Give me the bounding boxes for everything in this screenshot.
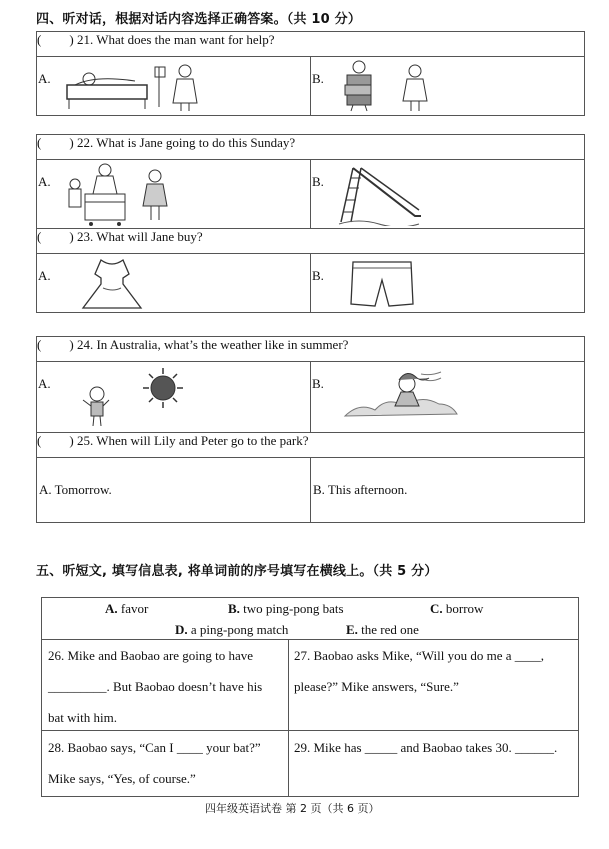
- option-label: B.: [312, 268, 324, 283]
- question-27-line-1: 27. Baobao asks Mike, “Will you do me a ____,: [294, 648, 545, 663]
- windy-girl-picture: [341, 368, 461, 426]
- word-option-e: E. the red one: [346, 622, 419, 637]
- section-4-title: 四、听对话，根据对话内容选择正确答案。（共 10 分）: [36, 12, 362, 27]
- option-label: A.: [38, 71, 51, 86]
- dress-picture: [77, 258, 147, 310]
- question-27-line-2: please?” Mike answers, “Sure.”: [294, 679, 459, 694]
- option-label: A.: [38, 376, 51, 391]
- question-24-row: [37, 337, 585, 362]
- question-22-row: [37, 135, 585, 160]
- question-28-line-1: 28. Baobao says, “Can I ____ your bat?”: [48, 740, 261, 755]
- word-option-a: A. favor: [105, 601, 149, 616]
- question-23-text: 23. What will Jane buy?: [76, 229, 203, 244]
- word-option-c: C. borrow: [430, 601, 484, 616]
- shorts-picture: [349, 258, 415, 310]
- question-26-line-2: _________. But Baobao doesn’t have his: [48, 679, 263, 694]
- man-carrying-boxes-picture: [337, 59, 437, 113]
- option-label: B.: [312, 376, 324, 391]
- question-29-cell[interactable]: [294, 732, 576, 763]
- option-label: B.: [312, 174, 324, 189]
- hot-sun-picture: [77, 364, 197, 428]
- fill-in-table: [41, 597, 579, 797]
- answer-paren-close: ): [69, 135, 74, 150]
- word-option-d: D. a ping-pong match: [175, 622, 289, 637]
- option-23-b[interactable]: [311, 254, 585, 313]
- shopping-family-picture: [63, 162, 173, 226]
- answer-paren-close: ): [69, 32, 74, 47]
- question-24-text: 24. In Australia, what’s the weather like in summer?: [76, 337, 349, 352]
- question-26-cell[interactable]: [48, 640, 284, 733]
- question-28-line-2: Mike says, “Yes, of course.”: [48, 771, 196, 786]
- question-21-text: 21. What does the man want for help?: [76, 32, 275, 47]
- question-28-cell[interactable]: [48, 732, 286, 794]
- word-bank: [42, 598, 578, 640]
- answer-paren-open: (: [37, 433, 42, 448]
- question-24-25-table: [36, 336, 585, 523]
- word-option-b: B. two ping-pong bats: [228, 601, 344, 616]
- answer-paren-close: ): [69, 433, 74, 448]
- question-26-line-3: bat with him.: [48, 710, 117, 725]
- table-divider-vertical: [288, 639, 289, 796]
- answer-paren-open: (: [37, 32, 42, 47]
- option-label: A.: [38, 174, 51, 189]
- question-26-line-1: 26. Mike and Baobao are going to have: [48, 648, 254, 663]
- sick-man-bed-picture: [61, 61, 201, 113]
- answer-paren-open: (: [37, 229, 42, 244]
- option-21-a[interactable]: [37, 57, 311, 116]
- section-5-title: 五、听短文, 填写信息表, 将单词前的序号填写在横线上。（共 5 分）: [36, 564, 438, 579]
- answer-paren-open: (: [37, 337, 42, 352]
- answer-paren-close: ): [69, 229, 74, 244]
- option-22-b[interactable]: [311, 160, 585, 229]
- question-21-table: [36, 31, 585, 116]
- answer-paren-open: (: [37, 135, 42, 150]
- option-24-b[interactable]: [311, 362, 585, 433]
- option-22-a[interactable]: [37, 160, 311, 229]
- slide-picture: [333, 162, 423, 226]
- question-25-text: 25. When will Lily and Peter go to the park?: [76, 433, 309, 448]
- option-24-a[interactable]: [37, 362, 311, 433]
- option-label: A.: [38, 268, 51, 283]
- option-23-a[interactable]: [37, 254, 311, 313]
- question-27-cell[interactable]: [294, 640, 576, 702]
- question-21-row: [37, 32, 585, 57]
- option-25-b[interactable]: B. This afternoon.: [311, 458, 585, 523]
- option-21-b[interactable]: [311, 57, 585, 116]
- option-label: B.: [312, 71, 324, 86]
- question-25-row: [37, 433, 585, 458]
- option-25-a[interactable]: A. Tomorrow.: [37, 458, 311, 523]
- question-22-text: 22. What is Jane going to do this Sunday?: [76, 135, 296, 150]
- page-footer: 四年级英语试卷 第 2 页（共 6 页）: [205, 802, 380, 815]
- question-29-line-1: 29. Mike has _____ and Baobao takes 30. ______.: [294, 740, 558, 755]
- question-22-23-table: [36, 134, 585, 313]
- answer-paren-close: ): [69, 337, 74, 352]
- question-23-row: [37, 229, 585, 254]
